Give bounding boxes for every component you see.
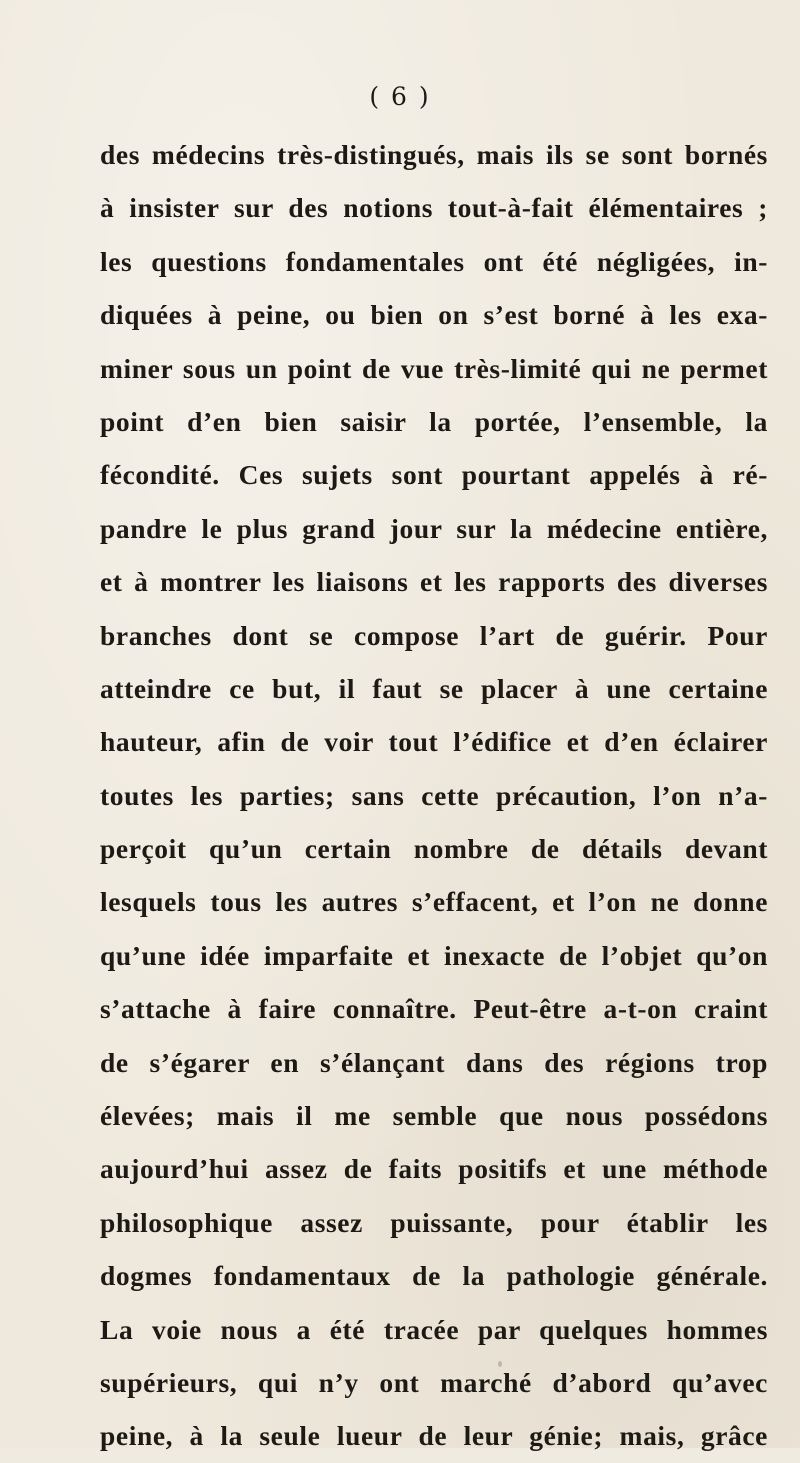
text-line: qu’une idée imparfaite et inexacte de l’objet qu’on xyxy=(100,939,768,971)
text-line: à insister sur des notions tout-à-fait élémentaires ; xyxy=(100,192,768,224)
text-line: élevées; mais il me semble que nous possédons xyxy=(100,1100,768,1132)
text-line: diquées à peine, ou bien on s’est borné à les exa- xyxy=(100,299,768,331)
text-line: hauteur, afin de voir tout l’édifice et d’en éclairer xyxy=(100,726,768,758)
text-line: et à montrer les liaisons et les rapports des diverses xyxy=(100,566,768,598)
text-line: s’attache à faire connaître. Peut-être a-t-on craint xyxy=(100,993,768,1025)
text-line: pandre le plus grand jour sur la médecine entière, xyxy=(100,512,768,544)
text-line: les questions fondamentales ont été négligées, in- xyxy=(100,245,768,277)
text-line: philosophique assez puissante, pour établir les xyxy=(100,1206,768,1238)
text-line: La voie nous a été tracée par quelques hommes xyxy=(100,1313,768,1345)
paper-speck xyxy=(498,1361,502,1367)
text-line: perçoit qu’un certain nombre de détails devant xyxy=(100,833,768,865)
text-line: peine, à la seule lueur de leur génie; mais, grâce xyxy=(100,1420,768,1452)
text-line: branches dont se compose l’art de guérir. Pour xyxy=(100,619,768,651)
text-line: de s’égarer en s’élançant dans des régions trop xyxy=(100,1046,768,1078)
text-line: fécondité. Ces sujets sont pourtant appelés à ré- xyxy=(100,459,768,491)
page-number: ( 6 ) xyxy=(369,82,431,111)
text-line: aujourd’hui assez de faits positifs et une méthode xyxy=(100,1153,768,1185)
body-text xyxy=(100,128,768,1463)
text-line: lesquels tous les autres s’effacent, et l’on ne donne xyxy=(100,886,768,918)
text-line: miner sous un point de vue très-limité qui ne permet xyxy=(100,352,768,384)
text-line: atteindre ce but, il faut se placer à une certaine xyxy=(100,672,768,704)
text-line: dogmes fondamentaux de la pathologie générale. xyxy=(100,1260,768,1292)
text-line: des médecins très-distingués, mais ils se sont bornés xyxy=(100,139,768,170)
text-line: supérieurs, qui n’y ont marché d’abord qu’avec xyxy=(100,1366,768,1398)
text-line: point d’en bien saisir la portée, l’ensemble, la xyxy=(100,405,768,437)
text-line: toutes les parties; sans cette précaution, l’on n’a- xyxy=(100,779,768,811)
